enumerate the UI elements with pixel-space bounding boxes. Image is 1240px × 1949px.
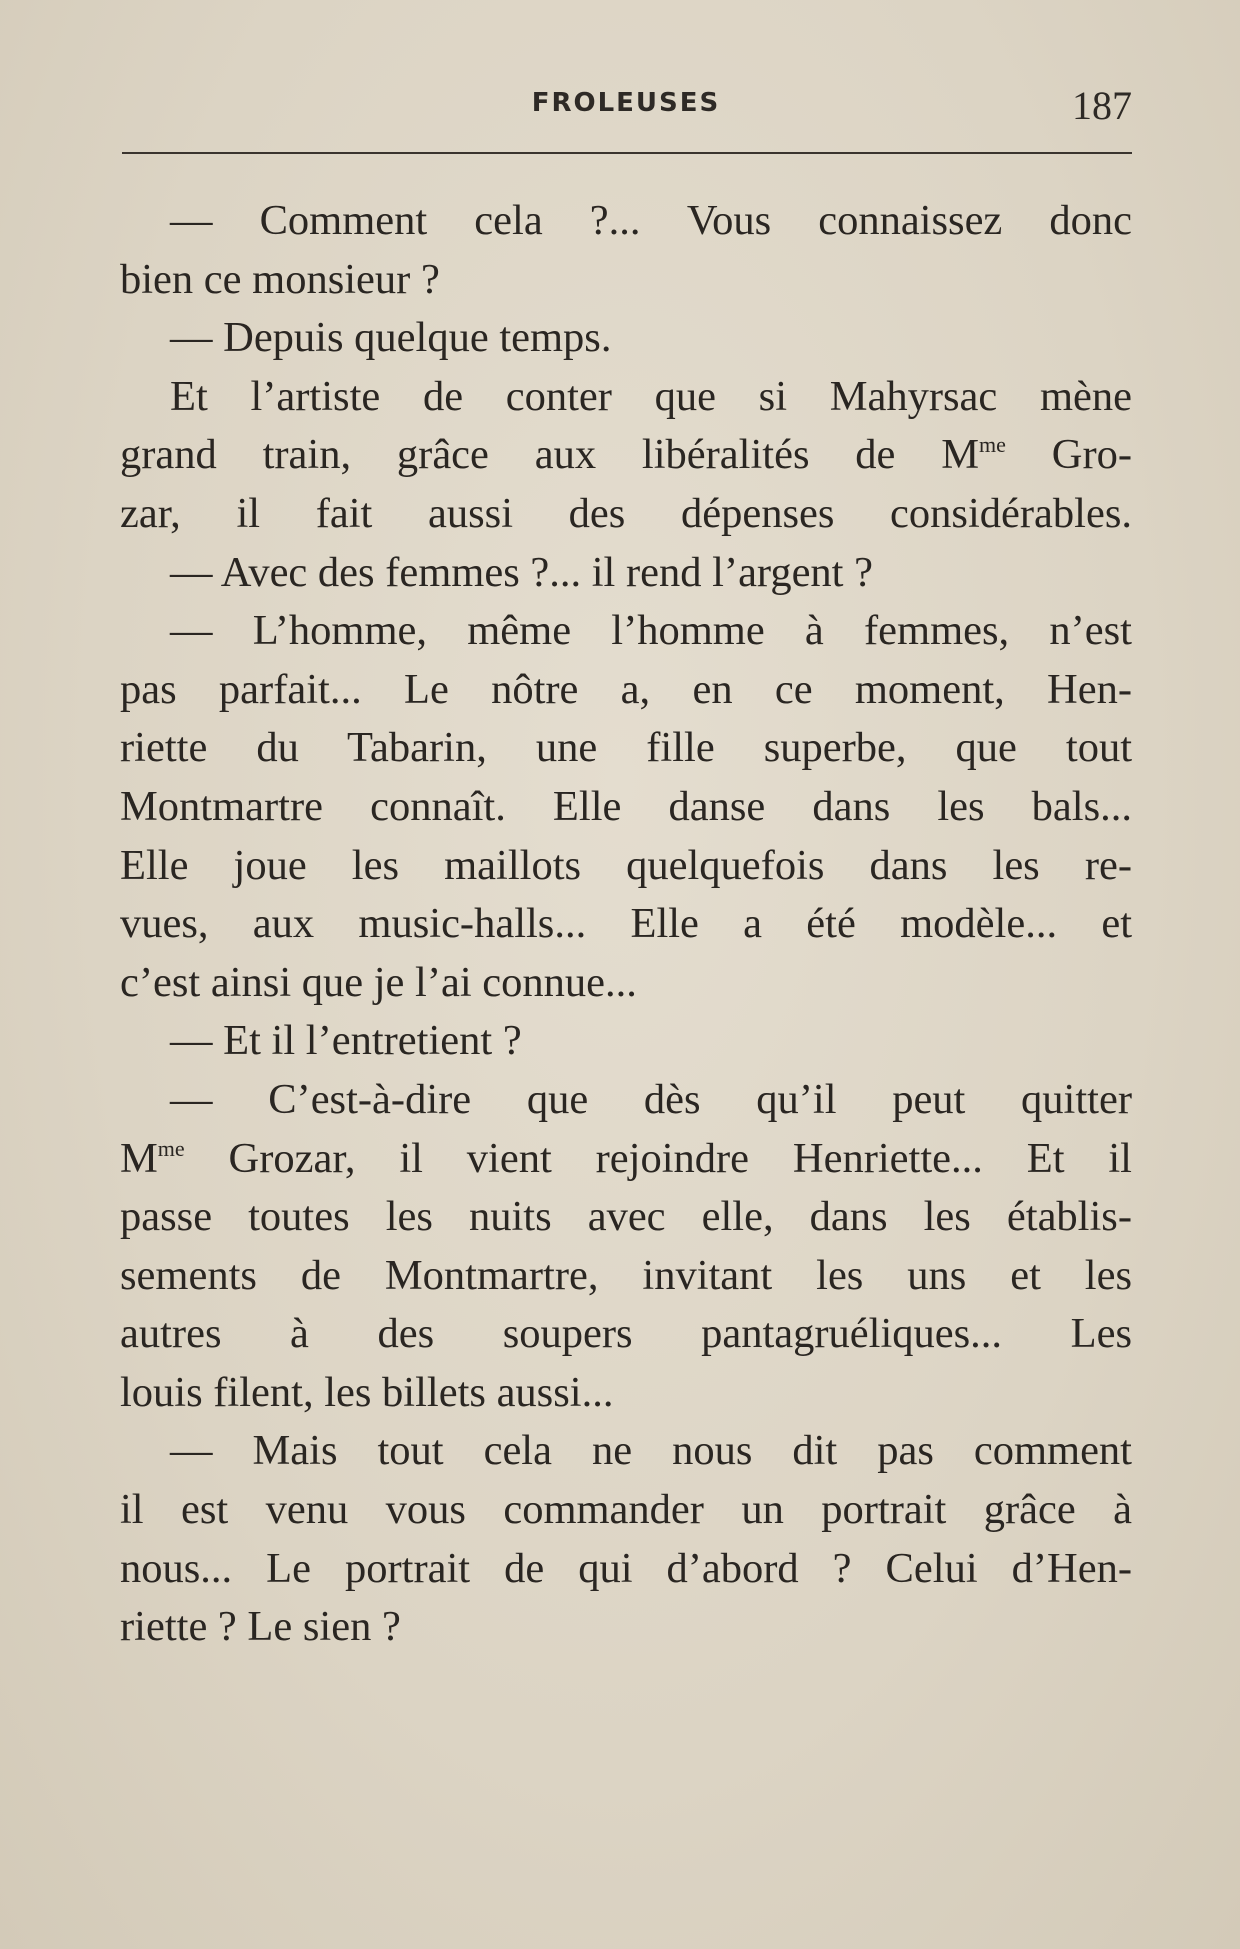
page-number: 187 xyxy=(1072,83,1132,128)
superscript-abbrev: me xyxy=(157,1135,185,1161)
header-rule xyxy=(122,152,1132,154)
text-line xyxy=(120,1130,1132,1189)
text-line: il est venu vous commander un portrait grâce à xyxy=(120,1486,1132,1534)
text-line: — L’homme, même l’homme à femmes, n’est xyxy=(170,607,1132,655)
text-line: bien ce monsieur ? xyxy=(120,255,440,303)
text-line: — Comment cela ?... Vous connaissez donc xyxy=(170,197,1132,244)
text-segment: M xyxy=(120,1134,158,1182)
running-title: FROLEUSES xyxy=(531,88,721,118)
text-line: pas parfait... Le nôtre a, en ce moment, Hen- xyxy=(120,665,1132,713)
text-line: c’est ainsi que je l’ai connue... xyxy=(120,958,637,1006)
text-segment: grand train, grâce aux libéralités de M xyxy=(120,431,980,479)
text-line: — Depuis quelque temps. xyxy=(170,314,612,362)
text-segment: Grozar, il vient rejoindre Henriette... Et il xyxy=(184,1134,1132,1182)
text-line: — Mais tout cela ne nous dit pas comment xyxy=(170,1427,1132,1475)
text-line: — C’est-à-dire que dès qu’il peut quitter xyxy=(170,1075,1132,1123)
text-line: Montmartre connaît. Elle danse dans les bals... xyxy=(120,782,1132,830)
page-header xyxy=(120,82,1132,132)
text-line: — Et il l’entretient ? xyxy=(170,1017,522,1065)
text-line: passe toutes les nuits avec elle, dans les établis- xyxy=(120,1193,1132,1241)
superscript-abbrev: me xyxy=(979,432,1006,458)
text-line: — Avec des femmes ?... il rend l’argent ? xyxy=(170,548,873,596)
text-line: sements de Montmartre, invitant les uns et les xyxy=(120,1251,1132,1299)
text-line: riette ? Le sien ? xyxy=(120,1603,401,1651)
text-line: Elle joue les maillots quelquefois dans les re- xyxy=(120,841,1132,889)
text-segment: Gro- xyxy=(1005,431,1133,479)
text-line: louis filent, les billets aussi... xyxy=(120,1368,614,1416)
text-line xyxy=(120,426,1132,485)
text-line: riette du Tabarin, une fille superbe, que tout xyxy=(120,724,1132,772)
text-line: vues, aux music-halls... Elle a été modèle... et xyxy=(120,900,1132,948)
body-text xyxy=(120,192,1132,1657)
text-line: nous... Le portrait de qui d’abord ? Celui d’Hen- xyxy=(120,1544,1132,1592)
text-line: autres à des soupers pantagruéliques... Les xyxy=(120,1310,1132,1358)
text-line: zar, il fait aussi des dépenses considérables. xyxy=(120,489,1132,537)
text-line: Et l’artiste de conter que si Mahyrsac mène xyxy=(170,372,1132,420)
